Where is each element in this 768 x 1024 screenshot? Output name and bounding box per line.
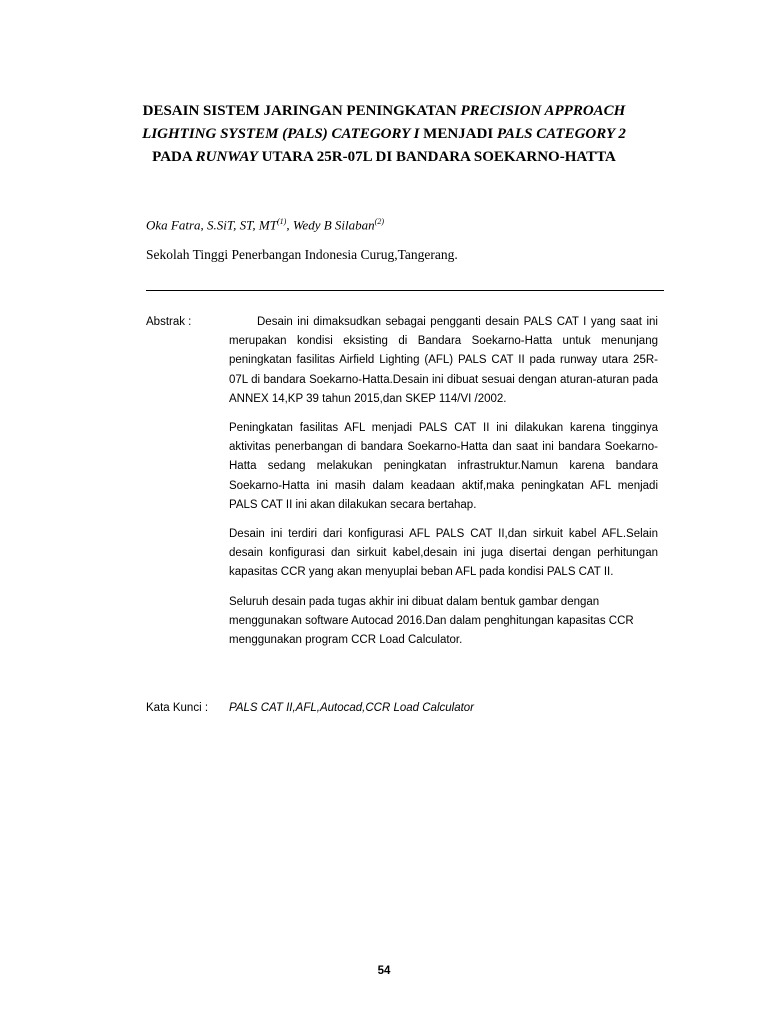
title-line-1: DESAIN SISTEM JARINGAN PENINGKATAN PRECISION APPROACH bbox=[142, 103, 626, 119]
header-divider bbox=[146, 290, 664, 291]
author-2: Wedy B Silaban bbox=[292, 217, 375, 233]
affiliation: Sekolah Tinggi Penerbangan Indonesia Curug,Tangerang. bbox=[146, 247, 458, 262]
author-1-affiliation-mark: (1) bbox=[276, 217, 287, 226]
page-number: 54 bbox=[377, 965, 391, 977]
abstract-label: Abstrak : bbox=[146, 316, 192, 328]
keywords-value: PALS CAT II,AFL,Autocad,CCR Load Calculator bbox=[229, 702, 475, 714]
title-line-2: LIGHTING SYSTEM (PALS) CATEGORY I MENJADI PALS CATEGORY 2 bbox=[142, 126, 626, 142]
abstract-paragraph-1: Desain ini dimaksudkan sebagai pengganti desain PALS CAT I yang saat ini merupakan kondisi eksisting di Bandara Soekarno-Hatta untuk menunjang peningkatan fasilitas Airfield Lighting (AFL) PALS CAT II pada runway utara 25R-07L di bandara Soekarno-Hatta.Desain ini dibuat sesuai dengan aturan-aturan pada ANNEX 14,KP 39 tahun 2015,dan SKEP 114/VI /2002. bbox=[229, 316, 658, 405]
title-line-3: PADA RUNWAY UTARA 25R-07L DI BANDARA SOEKARNO-HATTA bbox=[152, 149, 616, 165]
abstract-paragraph-3: Desain ini terdiri dari konfigurasi AFL PALS CAT II,dan sirkuit kabel AFL.Selain desain konfigurasi dan sirkuit kabel,desain ini juga disertai dengan perhitungan kapasitas CCR yang akan menyuplai beban AFL pada kondisi PALS CAT II. bbox=[229, 528, 658, 579]
abstract-paragraph-4: Seluruh desain pada tugas akhir ini dibuat dalam bentuk gambar dengan menggunakan software Autocad 2016.Dan dalam penghitungan kapasitas CCR menggunakan program CCR Load Calculator. bbox=[229, 595, 634, 647]
author-list: Oka Fatra, S.SiT, ST, MT$^{(1)}$, Wedy B Silaban$^{(2)}$ bbox=[146, 217, 384, 233]
abstract-paragraph-2: Peningkatan fasilitas AFL menjadi PALS CAT II ini dilakukan karena tingginya aktivitas penerbangan di bandara Soekarno-Hatta dan saat ini bandara Soekarno-Hatta sedang melakukan peningkatan infrastruktur.Namun karena bandara Soekarno-Hatta ini masih dalam keadaan aktif,maka peningkatan AFL menjadi PALS CAT II ini akan dilakukan secara bertahap. bbox=[229, 422, 658, 511]
paper-title bbox=[130, 100, 638, 169]
keywords-label: Kata Kunci : bbox=[146, 702, 209, 714]
author-2-affiliation-mark: (2) bbox=[374, 217, 384, 226]
abstract-body bbox=[229, 313, 658, 660]
author-1: Oka Fatra, S.SiT, ST, MT bbox=[146, 217, 277, 233]
